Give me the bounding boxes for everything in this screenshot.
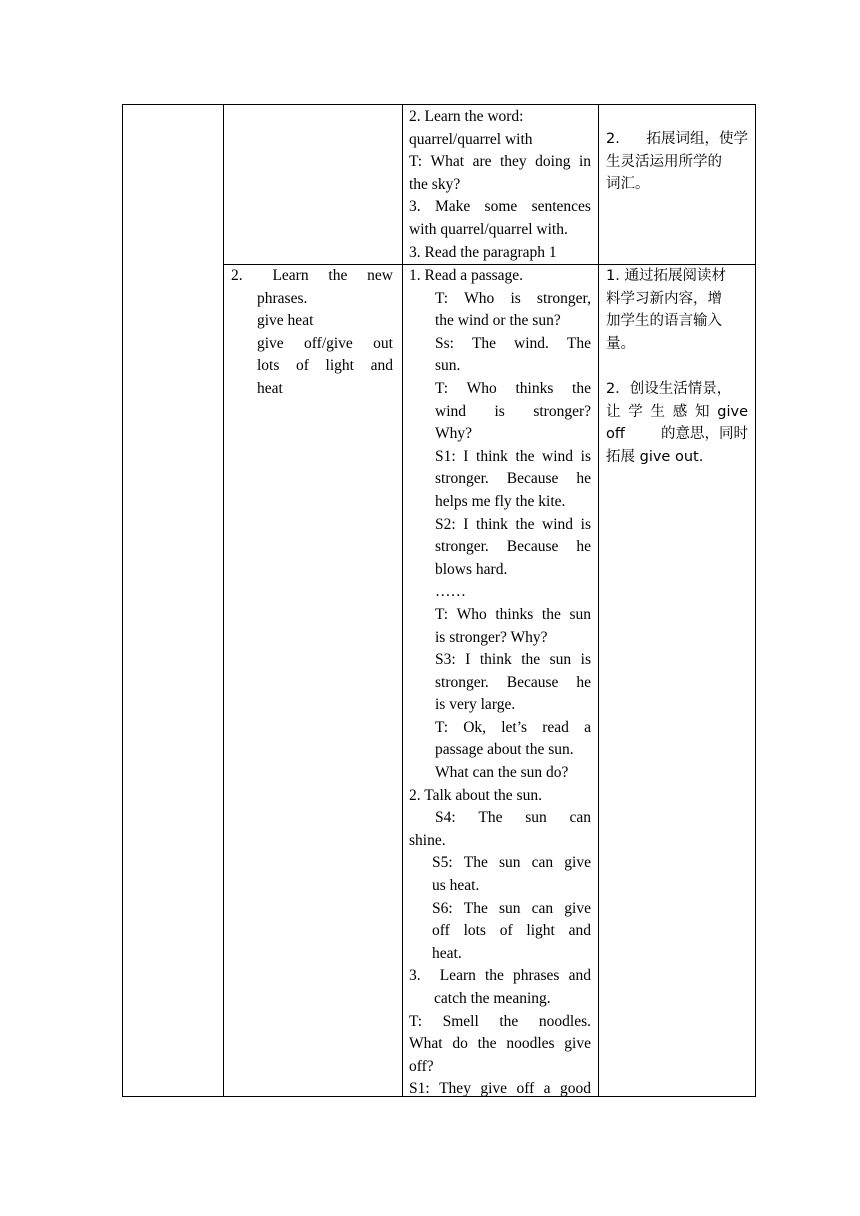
text-line: 1. 通过拓展阅读材 <box>606 268 726 284</box>
column-divider-3 <box>598 104 599 1097</box>
text-line: 词汇。 <box>606 176 650 193</box>
text-line: S6: The sun can give <box>432 899 591 917</box>
text-line: S4: The sun can <box>435 809 591 827</box>
text-line: us heat. <box>432 877 480 895</box>
text-line: What do the noodles give <box>409 1035 591 1053</box>
text-line: phrases. <box>257 289 308 307</box>
text-line: shine. <box>409 831 446 849</box>
text-line: S1: I think the wind is <box>435 447 591 465</box>
row1-purpose-cell <box>606 128 748 196</box>
text-line: catch the meaning. <box>434 990 551 1007</box>
text-line: S1: They give off a good <box>409 1080 591 1098</box>
table-left-border <box>122 104 123 1097</box>
text-line: helps me fly the kite. <box>435 492 566 510</box>
text-line: off? <box>409 1057 434 1075</box>
text-line: stronger. Because he <box>435 673 591 691</box>
text-line: 3. Learn the phrases and <box>409 967 591 985</box>
text-line: …… <box>435 583 466 601</box>
text-line: the wind or the sun? <box>435 312 561 330</box>
text-line: S2: I think the wind is <box>435 515 591 533</box>
row2-steps-cell <box>409 265 591 1101</box>
text-line: quarrel/quarrel with <box>409 130 533 148</box>
row2-purpose-cell <box>606 265 748 468</box>
row2-content-cell <box>231 265 393 401</box>
text-line: stronger. Because he <box>435 470 591 488</box>
text-line: 生灵活运用所学的 <box>606 153 722 170</box>
text-line: 2．创设生活情景， <box>606 380 732 397</box>
text-line: T: What are they doing in <box>409 153 591 171</box>
text-line: T: Who is stronger, <box>435 289 591 307</box>
text-line: with quarrel/quarrel with. <box>409 220 568 238</box>
text-line: wind is stronger? <box>435 402 591 420</box>
text-line: 2. Learn the word: <box>409 108 524 125</box>
text-line: What can the sun do? <box>435 764 569 782</box>
text-line: off lots of light and <box>432 922 591 940</box>
text-line: 2. 拓展词组，使学 <box>606 131 748 147</box>
row1-steps-cell <box>409 106 591 264</box>
text-line: 料学习新内容，增 <box>606 290 722 307</box>
text-line: Ss: The wind. The <box>435 334 591 352</box>
text-line: stronger. Because he <box>435 538 591 556</box>
text-line: lots of light and <box>257 357 393 375</box>
text-line: T: Ok, let’s read a <box>435 718 591 736</box>
text-line: is very large. <box>435 696 516 714</box>
text-line: 量。 <box>606 335 635 352</box>
text-line: 2. Talk about the sun. <box>409 786 542 804</box>
text-line: S5: The sun can give <box>432 854 591 872</box>
text-line: 3. Read the paragraph 1 <box>409 243 557 261</box>
text-line: 加学生的语言输入 <box>606 313 722 330</box>
text-line: 1. Read a passage. <box>409 267 524 284</box>
text-line: S3: I think the sun is <box>435 651 591 669</box>
text-line: off 的意思，同时 <box>606 426 748 443</box>
text-line: 2. Learn the new <box>231 267 393 284</box>
text-line: is stronger? Why? <box>435 628 548 646</box>
text-line: Why? <box>435 425 473 443</box>
text-line: 让 学 生 感 知 give <box>606 403 748 420</box>
text-line: passage about the sun. <box>435 741 574 759</box>
text-line: 拓展 give out. <box>606 448 704 465</box>
text-line: T: Who thinks the <box>435 379 591 397</box>
text-line: heat. <box>432 944 462 962</box>
table-right-border <box>755 104 756 1097</box>
text-line: T: Smell the noodles. <box>409 1012 591 1030</box>
text-line: blows hard. <box>435 560 508 578</box>
column-divider-1 <box>223 104 224 1097</box>
table-top-border <box>122 104 756 105</box>
text-line: sun. <box>435 357 461 375</box>
text-line: T: Who thinks the sun <box>435 605 591 623</box>
text-line: give heat <box>257 312 314 330</box>
text-line: give off/give out <box>257 334 393 352</box>
column-divider-2 <box>402 104 403 1097</box>
text-line: 3. Make some sentences <box>409 198 591 216</box>
text-line: the sky? <box>409 175 461 193</box>
text-line: heat <box>257 379 283 397</box>
